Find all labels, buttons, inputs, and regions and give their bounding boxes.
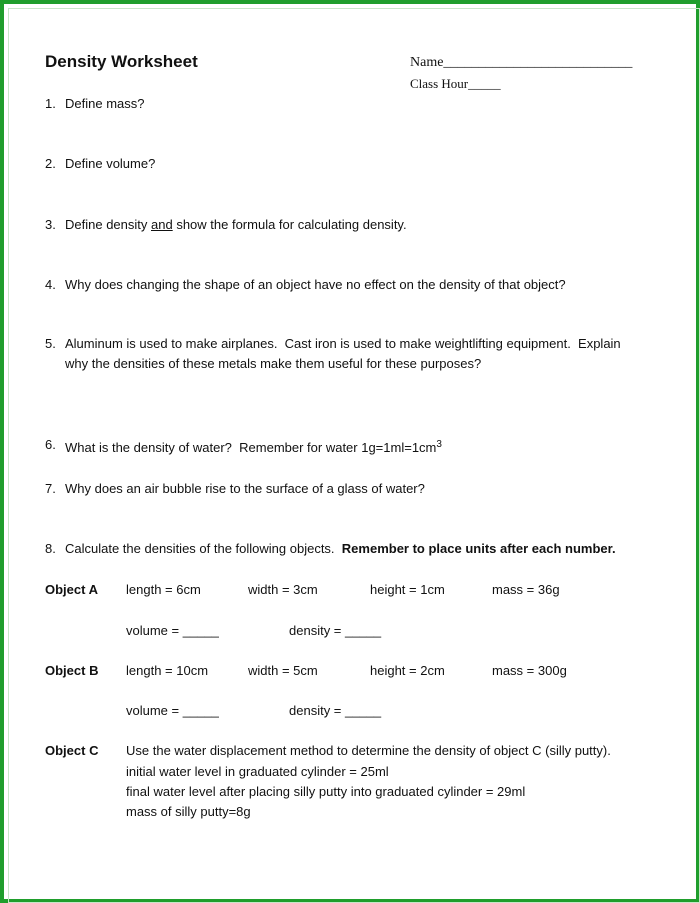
- question-text: Why does an air bubble rise to the surface of a glass of water?: [65, 481, 425, 496]
- question-text-underlined: and: [151, 217, 173, 232]
- object-a-volume: volume = _____: [126, 623, 219, 638]
- question-7: [45, 481, 425, 496]
- question-number: 1.: [45, 96, 56, 111]
- question-text-pre: Define density: [65, 217, 151, 232]
- question-text: Why does changing the shape of an object have no effect on the density of that object?: [65, 277, 566, 292]
- object-c-line: Use the water displacement method to determine the density of object C (silly putty).: [126, 743, 611, 758]
- object-a-mass: mass = 36g: [492, 582, 560, 597]
- question-text: Define mass?: [65, 96, 145, 111]
- object-b-density: density = _____: [289, 703, 382, 718]
- question-number: 2.: [45, 156, 56, 171]
- question-emphasis: Remember to place units after each number.: [341, 541, 616, 556]
- object-b-volume: volume = _____: [126, 703, 219, 718]
- object-b-length: length = 10cm: [126, 663, 209, 678]
- question-text: Calculate the densities of the following objects.: [65, 541, 342, 556]
- object-b-mass: mass = 300g: [492, 663, 567, 678]
- question-text: Define volume?: [65, 156, 156, 171]
- object-c-label: Object C: [45, 743, 99, 758]
- question-8: [45, 541, 616, 556]
- question-number: 6.: [45, 437, 56, 452]
- object-a-density: density = _____: [289, 623, 382, 638]
- worksheet-title: Density Worksheet: [45, 52, 198, 71]
- question-number: 5.: [45, 336, 56, 351]
- object-b-height: height = 2cm: [370, 663, 445, 678]
- question-4: [45, 277, 566, 292]
- object-c-line: final water level after placing silly putty into graduated cylinder = 29ml: [126, 784, 526, 799]
- object-a-length: length = 6cm: [126, 582, 201, 597]
- question-text: What is the density of water? Remember for water 1g=1ml=1cm: [65, 440, 437, 455]
- object-b-label: Object B: [45, 663, 99, 678]
- question-1: [45, 96, 144, 111]
- question-5: [45, 336, 621, 351]
- object-b-width: width = 5cm: [248, 663, 318, 678]
- name-field: Name___________________________: [410, 55, 633, 70]
- object-a-label: Object A: [45, 582, 98, 597]
- object-a-height: height = 1cm: [370, 582, 445, 597]
- question-2: [45, 156, 155, 171]
- question-text-line1: Aluminum is used to make airplanes. Cast iron is used to make weightlifting equipment. Explain: [65, 336, 621, 351]
- question-number: 8.: [45, 541, 56, 556]
- object-a-width: width = 3cm: [248, 582, 318, 597]
- question-3: [45, 217, 407, 232]
- object-c-line: initial water level in graduated cylinder = 25ml: [126, 764, 389, 779]
- object-c-line: mass of silly putty=8g: [126, 804, 251, 819]
- superscript: 3: [436, 439, 442, 450]
- question-6: [45, 437, 442, 455]
- question-5-line2: why the densities of these metals make them useful for these purposes?: [65, 356, 482, 371]
- question-text-post: show the formula for calculating density.: [172, 217, 407, 232]
- question-number: 3.: [45, 217, 56, 232]
- question-number: 4.: [45, 277, 56, 292]
- class-hour-field: Class Hour_____: [410, 76, 501, 91]
- question-number: 7.: [45, 481, 56, 496]
